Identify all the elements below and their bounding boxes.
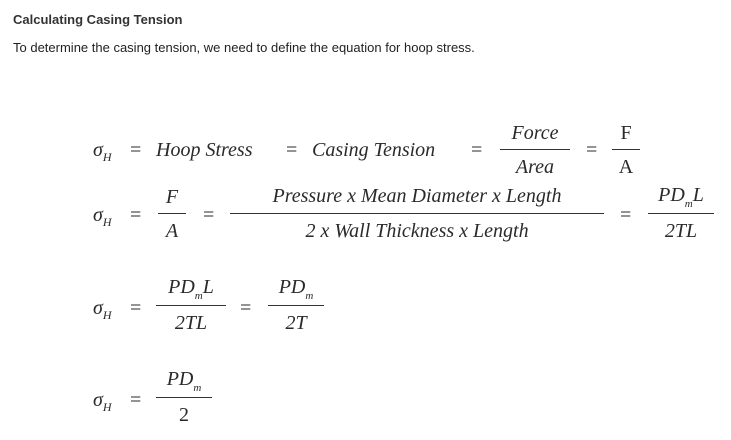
pdml-numerator: $PD_mL$ — [658, 184, 704, 210]
sigma-h-2: $\sigma_H$ — [93, 204, 112, 229]
pdml-numerator: $PD_mL$ — [168, 276, 214, 302]
section-heading: Calculating Casing Tension — [13, 12, 183, 27]
area-denominator: Area — [515, 156, 555, 178]
a-denominator: A — [165, 220, 179, 242]
force-numerator: Force — [511, 122, 559, 144]
equals-sign: = — [620, 204, 632, 226]
equals-sign: = — [286, 139, 298, 161]
f-numerator: F — [620, 122, 632, 144]
sigma-h-4: $\sigma_H$ — [93, 389, 112, 414]
equals-sign: = — [586, 139, 598, 161]
a-denominator: A — [618, 156, 634, 178]
fraction-bar — [156, 305, 226, 306]
sigma-h-3: $\sigma_H$ — [93, 297, 112, 322]
pdm-numerator: $PD_m$ — [278, 276, 314, 302]
2-denominator: 2 — [179, 404, 189, 426]
equals-sign: = — [130, 297, 142, 319]
2tl-denominator: 2TL — [664, 220, 698, 242]
fraction-bar — [156, 397, 212, 398]
casing-tension-term: Casing Tension — [312, 139, 436, 161]
fraction-bar — [268, 305, 324, 306]
fraction-bar — [158, 213, 186, 214]
hoop-stress-term: Hoop Stress — [156, 139, 253, 161]
equals-sign: = — [471, 139, 483, 161]
equals-sign: = — [203, 204, 215, 226]
fraction-bar — [230, 213, 604, 214]
pdm-numerator: $PD_m$ — [166, 368, 202, 394]
2tl-denominator: 2TL — [174, 312, 208, 334]
equals-sign: = — [130, 139, 142, 161]
2t-denominator: 2T — [285, 312, 307, 334]
fraction-bar — [612, 149, 640, 150]
fraction-bar — [648, 213, 714, 214]
fraction-bar — [500, 149, 570, 150]
f-numerator: F — [165, 186, 179, 208]
sigma-h-1: $\sigma_H$ — [93, 139, 112, 164]
intro-paragraph: To determine the casing tension, we need to define the equation for hoop stress. — [13, 40, 475, 55]
equals-sign: = — [130, 389, 142, 411]
pressure-numerator: Pressure x Mean Diameter x Length — [272, 185, 562, 207]
equals-sign: = — [130, 204, 142, 226]
wall-thickness-denominator: 2 x Wall Thickness x Length — [305, 220, 529, 242]
equals-sign: = — [240, 297, 252, 319]
